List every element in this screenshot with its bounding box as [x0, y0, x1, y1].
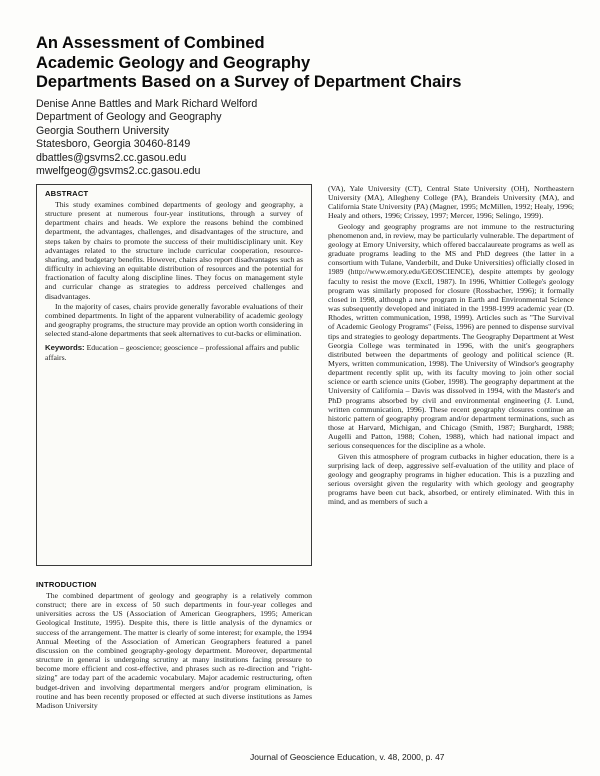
article-title — [36, 34, 556, 93]
author-block — [36, 98, 336, 178]
author-email: dbattles@gsvms2.cc.gasou.edu — [36, 151, 187, 164]
body-paragraph: Given this atmosphere of program cutbacks in higher education, there is a surprising lack of deep, aggressive self-evaluation of the utility and place of geology and geography programs in higher education. This is a puzzling and serious oversight given the regularity with which geology and geography programs have been cut back, absorbed, or entirely eliminated. With this in mind, and as members of such a — [328, 451, 574, 507]
body-paragraph: Geology and geography programs are not immune to the restructuring phenomenon and, in review, may be particularly vulnerable. The department of geology at Emory University, which offered baccalaureate programs as well as graduate programs leading to the MS and PhD degrees (the latter in a consortium with Tulane, Vanderbilt, and Duke Universities) officially closed in 1989 (http://www.emory.edu/GEOSCIENCE), despite attempts by geology faculty to resist the move (Excll, 1987). In 1996, Whittier College's geology program was similarly proposed for closure (Rossbacher, 1996); it formally closed in 1998, although a new program in Earth and Environmental Science was subsequently developed and initiated in the 1998-1999 academic year (D. Rhodes, written communication, 1998, 1999). Articles such as "The Survival of Academic Geology Programs" (Feiss, 1996) are penned to dispense survival tips and strategies to geology departments. The Geography Department at West Georgia College was terminated in 1996, with the unit's geographers distributed between the departments of geology and political science (R. Myers, written communication, 1998). The University of Windsor's geography department recently split up, with its faculty moving to join other social science or earth science units (Gober, 1998). The geography department at the University of California – Davis was dissolved in 1994, with the Master's and PhD programs absorbed by civil and environmental engineering (J. Lund, written communication, 1996). These recent geography closures continue an historic pattern of geography program and/or department terminations, such as those at Harvard, Michigan, and Chicago (Smith, 1987; Burghardt, 1988; Augelli and Patton, 1988; Cohen, 1988), which had national impact and serious consequences for the discipline as a whole. — [328, 221, 574, 451]
right-column — [328, 184, 574, 506]
introduction-paragraph: The combined department of geology and geography is a relatively common construct; there are in excess of 50 such departments in four-year colleges and universities across the US (Association of American Geographers, 1995; American Geological Institute, 1995). Despite this, there is little analysis of the dynamics or success of the arrangement. The matter is clearly of some interest; for example, the 1994 Annual Meeting of the Association of American Geographers featured a panel discussion on the combined geography-geology department. Moreover, departmental structure in general is undergoing scrutiny at many institutions facing pressure to become more efficient and cost-effective, and phrases such as re-direction and "right-sizing" are today part of the academic vocabulary. Major academic restructuring, often budget-driven and involving departmental mergers and/or program elimination, is routine and has been recently proposed or effected at such diverse institutions as James Madison University — [36, 591, 312, 710]
author-email: mwelfgeog@gsvms2.cc.gasou.edu — [36, 165, 201, 178]
journal-footer: Journal of Geoscience Education, v. 48, 2000, p. 47 — [250, 752, 445, 762]
abstract-heading: ABSTRACT — [45, 189, 89, 198]
title-line: Departments Based on a Survey of Department Chairs — [36, 73, 462, 91]
title-line: An Assessment of Combined — [36, 34, 265, 52]
keywords — [45, 343, 303, 361]
author-department: Department of Geology and Geography — [36, 111, 222, 124]
keywords-text: Education – geoscience; geoscience – professional affairs and public affairs. — [45, 343, 300, 362]
keywords-label: Keywords: — [45, 343, 85, 353]
author-address: Statesboro, Georgia 30460-8149 — [36, 138, 191, 151]
author-university: Georgia Southern University — [36, 124, 170, 137]
body-paragraph: (VA), Yale University (CT), Central State University (OH), Northeastern University (MA), Allegheny College (PA), Brandeis University (MA), and California State University (PA) (Magner, 1995; McMillen, 1992; Healy, 1996; Healy and others, 1996; Crissey, 1997; Mercer, 1996; Selingo, 1999). — [328, 184, 574, 221]
abstract-box — [36, 184, 312, 566]
title-line: Academic Geology and Geography — [36, 53, 311, 72]
abstract-paragraph: In the majority of cases, chairs provide generally favorable evaluations of their combined departments. In light of the apparent vulnerability of academic geology and geography programs, the structure may provide an option worth considering in selected stand-alone departments that seek alternatives to cut-backs or elimination. — [45, 301, 303, 339]
introduction-section — [36, 580, 312, 710]
author-names: Denise Anne Battles and Mark Richard Welford — [36, 98, 258, 110]
abstract-paragraph: This study examines combined departments of geology and geography, a structure present at numerous four-year institutions, through a survey of department chairs and heads. We explore the reasons behind the combined department, the advantages, challenges, and disadvantages of the structure, and steps taken by chairs to promote the success of their multidisciplinary unit. Key advantages related to the structure include curricular cooperation, resource-sharing, and budgetary benefits. However, chairs also report disadvantages such as difficulty in achieving an equitable distribution of resources and the potential for fractionation of faculty along discipline lines. They focus on management style and curricular change as strategies to address perceived challenges and disadvantages. — [45, 200, 303, 301]
introduction-heading: INTRODUCTION — [36, 580, 97, 589]
